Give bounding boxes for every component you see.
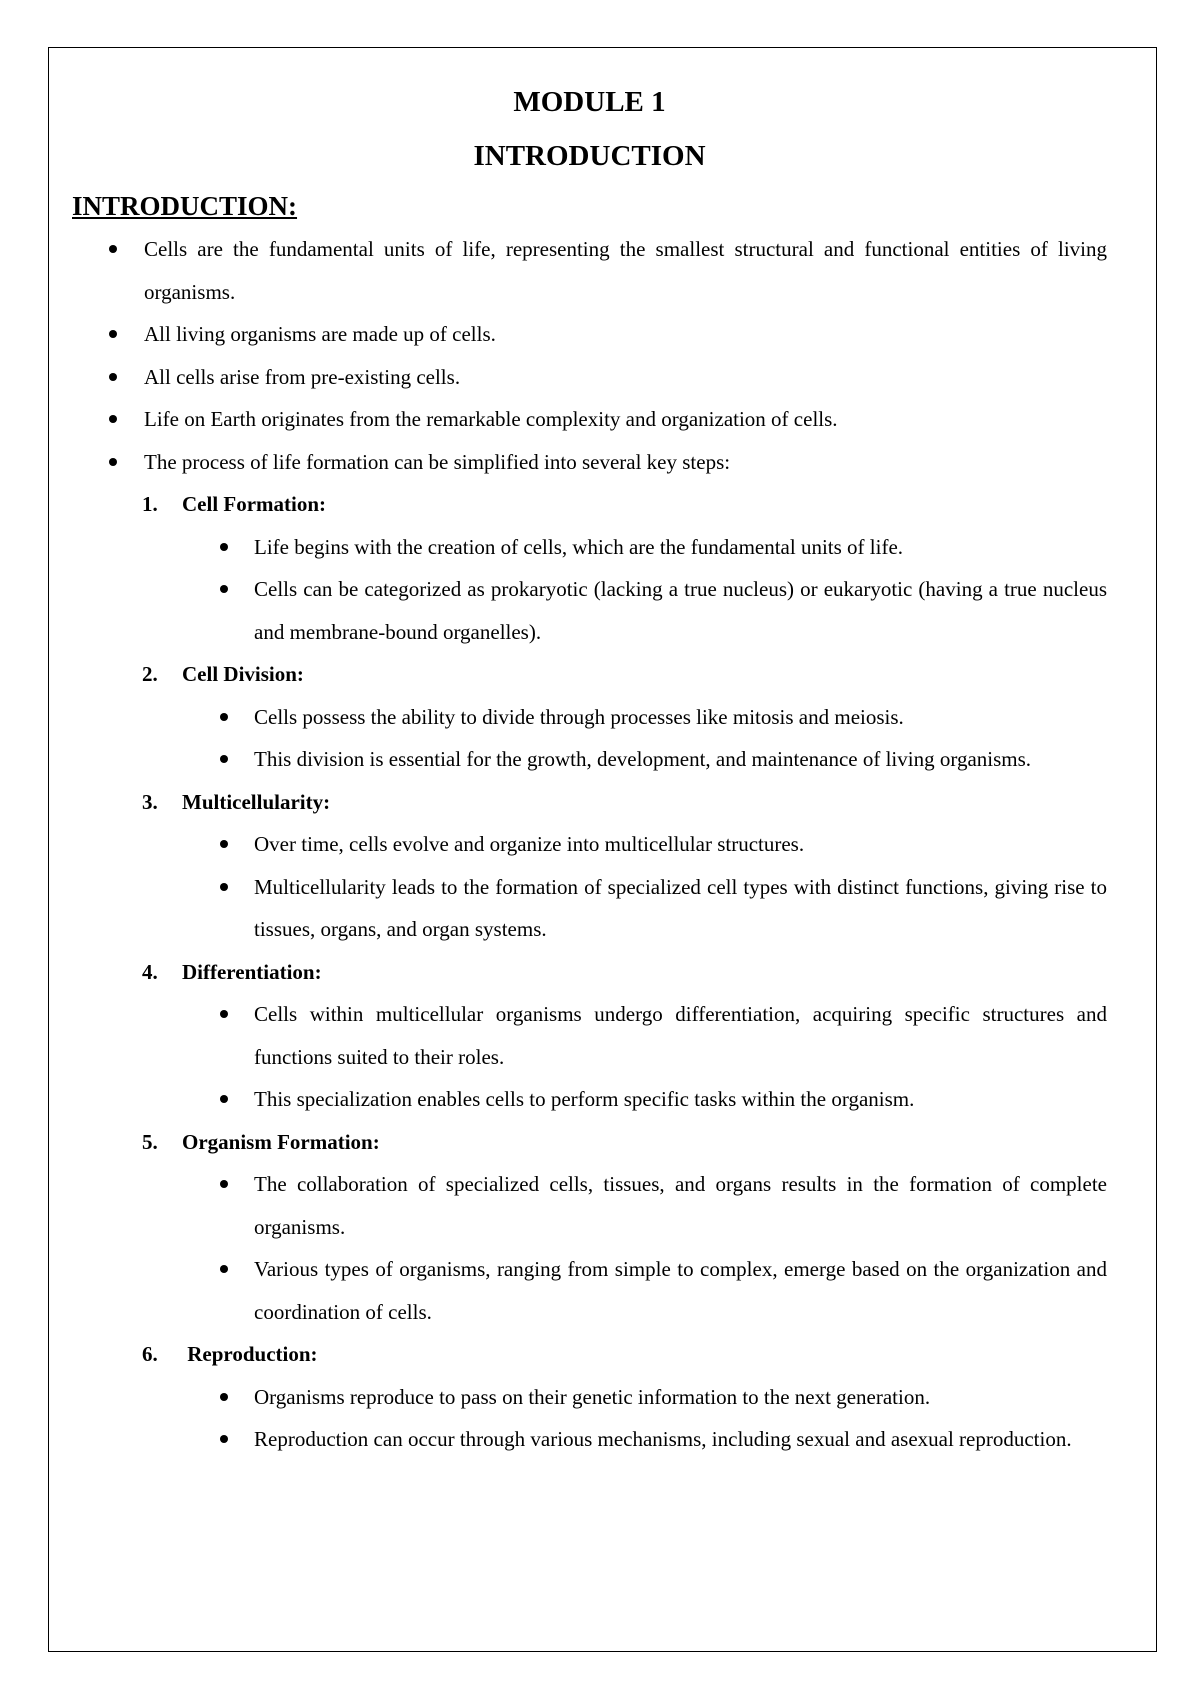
- step-point-text: Cells possess the ability to divide through processes like mitosis and meiosis.: [254, 704, 904, 729]
- bullet-icon: [109, 330, 117, 338]
- step-point: [72, 866, 1107, 951]
- step-number: 1.: [142, 492, 158, 516]
- step-point: [72, 738, 1107, 781]
- step-points: [72, 526, 1107, 654]
- step-points: [72, 823, 1107, 951]
- bullet-icon: [220, 840, 228, 848]
- intro-bullet-text: Life on Earth originates from the remarkable complexity and organization of cells.: [144, 407, 838, 431]
- module-subtitle: INTRODUCTION: [473, 140, 706, 172]
- bullet-icon: [109, 415, 117, 423]
- bullet-icon: [109, 245, 117, 253]
- step-item: [72, 483, 1107, 653]
- bullet-icon: [220, 1393, 228, 1401]
- step-point: [72, 696, 1107, 739]
- steps-list: [72, 483, 1107, 1461]
- intro-bullet: [72, 313, 1107, 356]
- step-point-text: Cells within multicellular organisms undergo differentiation, acquiring specific structures and functions suited to their roles.: [254, 1002, 1107, 1069]
- step-number: 5.: [142, 1129, 158, 1154]
- step-number: 4.: [142, 959, 158, 984]
- step-point-text: The collaboration of specialized cells, tissues, and organs results in the formation of complete organisms.: [254, 1172, 1107, 1239]
- step-points: [72, 1376, 1107, 1461]
- step-point: [72, 1418, 1107, 1461]
- step-heading: [72, 781, 1107, 824]
- bullet-icon: [220, 585, 228, 593]
- bullet-icon: [220, 543, 228, 551]
- step-title: Organism Formation:: [182, 1129, 380, 1154]
- bullet-icon: [220, 883, 228, 891]
- step-item: [72, 653, 1107, 781]
- step-point-text: Over time, cells evolve and organize into multicellular structures.: [254, 832, 805, 856]
- step-point-text: Organisms reproduce to pass on their genetic information to the next generation.: [254, 1384, 931, 1409]
- intro-bullet: [72, 356, 1107, 399]
- step-point-text: This division is essential for the growth, development, and maintenance of living organisms.: [254, 747, 1032, 771]
- intro-bullet: [72, 228, 1107, 313]
- step-title: Cell Division:: [182, 662, 304, 686]
- step-heading: [72, 1121, 1107, 1164]
- step-point: [72, 526, 1107, 569]
- step-item: [72, 1121, 1107, 1334]
- bullet-icon: [109, 373, 117, 381]
- step-point-text: Various types of organisms, ranging from simple to complex, emerge based on the organization and coordination of cells.: [254, 1257, 1107, 1324]
- intro-bullet-text: All living organisms are made up of cells.: [144, 322, 496, 346]
- step-heading: [72, 951, 1107, 994]
- step-point: [72, 1376, 1107, 1419]
- step-point: [72, 1078, 1107, 1121]
- bullet-icon: [220, 1265, 228, 1273]
- step-title: Differentiation:: [182, 959, 322, 984]
- step-heading: [72, 1333, 1107, 1376]
- step-item: [72, 951, 1107, 1121]
- step-title: Cell Formation:: [182, 492, 327, 516]
- intro-bullet: [72, 398, 1107, 441]
- intro-bullet-text: All cells arise from pre-existing cells.: [144, 364, 461, 389]
- bullet-icon: [220, 713, 228, 721]
- step-point: [72, 1163, 1107, 1248]
- bullet-icon: [220, 1180, 228, 1188]
- step-item: [72, 781, 1107, 951]
- step-number: 3.: [142, 789, 158, 814]
- section-heading: INTRODUCTION:: [72, 191, 298, 221]
- bullet-icon: [220, 1095, 228, 1103]
- step-point-text: Life begins with the creation of cells, which are the fundamental units of life.: [254, 534, 904, 559]
- bullet-icon: [220, 755, 228, 763]
- document-content: [72, 84, 1107, 1461]
- bullet-icon: [220, 1010, 228, 1018]
- step-number: 2.: [142, 662, 158, 686]
- step-points: [72, 993, 1107, 1121]
- step-point-text: This specialization enables cells to perform specific tasks within the organism.: [254, 1087, 915, 1111]
- bullet-icon: [220, 1435, 228, 1443]
- intro-bullet-list: [72, 228, 1107, 483]
- bullet-icon: [109, 458, 117, 466]
- intro-bullet-text: Cells are the fundamental units of life, representing the smallest structural and functional entities of living organisms.: [144, 237, 1107, 304]
- module-title: MODULE 1: [513, 86, 666, 118]
- intro-bullet-text: The process of life formation can be simplified into several key steps:: [144, 449, 731, 474]
- step-title: Multicellularity:: [182, 789, 331, 814]
- step-point-text: Cells can be categorized as prokaryotic (lacking a true nucleus) or eukaryotic (having a true nucleus and membrane-bound organelles).: [254, 577, 1107, 644]
- step-point-text: Reproduction can occur through various mechanisms, including sexual and asexual reproduction.: [254, 1427, 1072, 1451]
- step-number: 6.: [142, 1342, 158, 1366]
- step-point-text: Multicellularity leads to the formation of specialized cell types with distinct functions, giving rise to tissues, organs, and organ systems.: [254, 874, 1107, 941]
- step-point: [72, 823, 1107, 866]
- step-title: Reproduction:: [182, 1342, 318, 1366]
- step-heading: [72, 483, 1107, 526]
- intro-bullet: [72, 441, 1107, 484]
- step-heading: [72, 653, 1107, 696]
- step-point: [72, 1248, 1107, 1333]
- step-item: [72, 1333, 1107, 1461]
- step-point: [72, 568, 1107, 653]
- step-point: [72, 993, 1107, 1078]
- step-points: [72, 1163, 1107, 1333]
- step-points: [72, 696, 1107, 781]
